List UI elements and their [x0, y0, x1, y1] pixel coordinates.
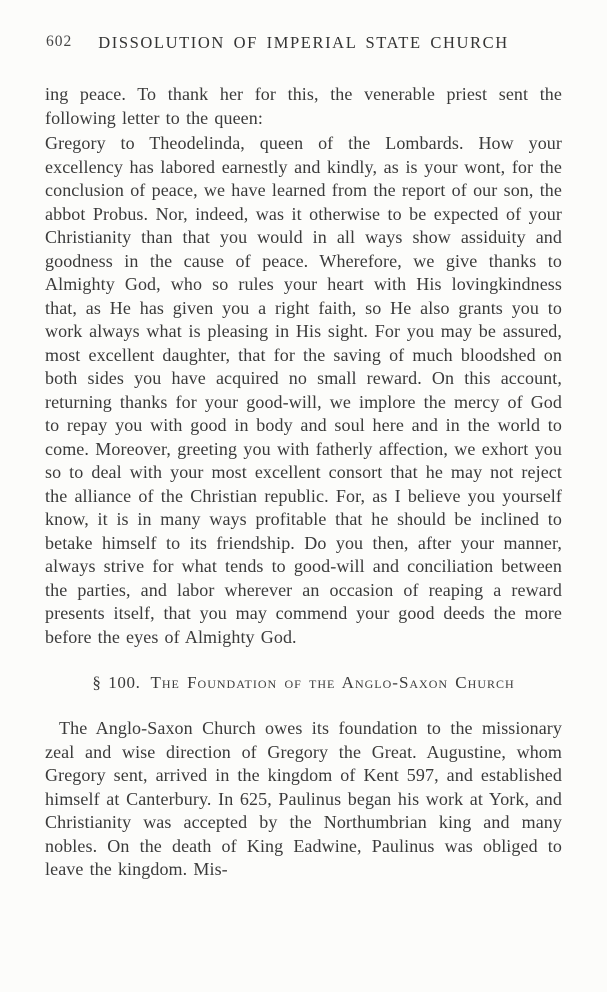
section-number: § 100.: [92, 673, 141, 692]
paragraph-gregory-letter: Gregory to Theodelinda, queen of the Lombards. How your excellency has labored earnestly and kindly, as is your wont, for the conclusion of peace, we have learned from the report of our son, the abbot Probus. Nor, indeed, was it otherwise to be expected of your Christianity than that you would in all ways show assiduity and goodness in the cause of peace. Wherefore, we give thanks to Almighty God, who so rules your heart with His lovingkindness that, as He has given you a right faith, so He also grants you to work always what is pleasing in His sight. For you may be assured, most excellent daughter, that for the saving of much bloodshed on both sides you have acquired no small reward. On this account, returning thanks for your good-will, we implore the mercy of God to repay you with good in body and soul here and in the world to come. Moreover, greeting you with fatherly affection, we exhort you so to deal with your most excellent consort that he may not reject the alliance of the Christian republic. For, as I believe you yourself know, it is in many ways profitable that he should be inclined to betake himself to its friendship. Do you then, after your manner, always strive for what tends to good-will and conciliation between the parties, and labor wherever an occasion of reaping a reward presents itself, that you may commend your good deeds the more before the eyes of Almighty God.: [45, 133, 562, 647]
section-title: The Foundation of the Anglo-Saxon Church: [150, 673, 515, 692]
page-body: [0, 57, 607, 882]
page-number: 602: [46, 33, 73, 50]
running-header: [0, 0, 607, 57]
section-heading: [45, 673, 562, 693]
running-header-title: DISSOLUTION OF IMPERIAL STATE CHURCH: [98, 33, 509, 52]
paragraph-continuation: ing peace. To thank her for this, the venerable priest sent the following letter to the queen:: [45, 84, 562, 128]
paragraph-anglo-saxon-church: The Anglo-Saxon Church owes its foundation to the missionary zeal and wise direction of Gregory the Great. Augustine, whom Gregory sent, arrived in the kingdom of Kent 597, and established himself at Canterbury. In 625, Paulinus began his work at York, and Christianity was accepted by the Northumbrian king and many nobles. On the death of King Eadwine, Paulinus was obliged to leave the kingdom. Mis-: [45, 718, 562, 879]
